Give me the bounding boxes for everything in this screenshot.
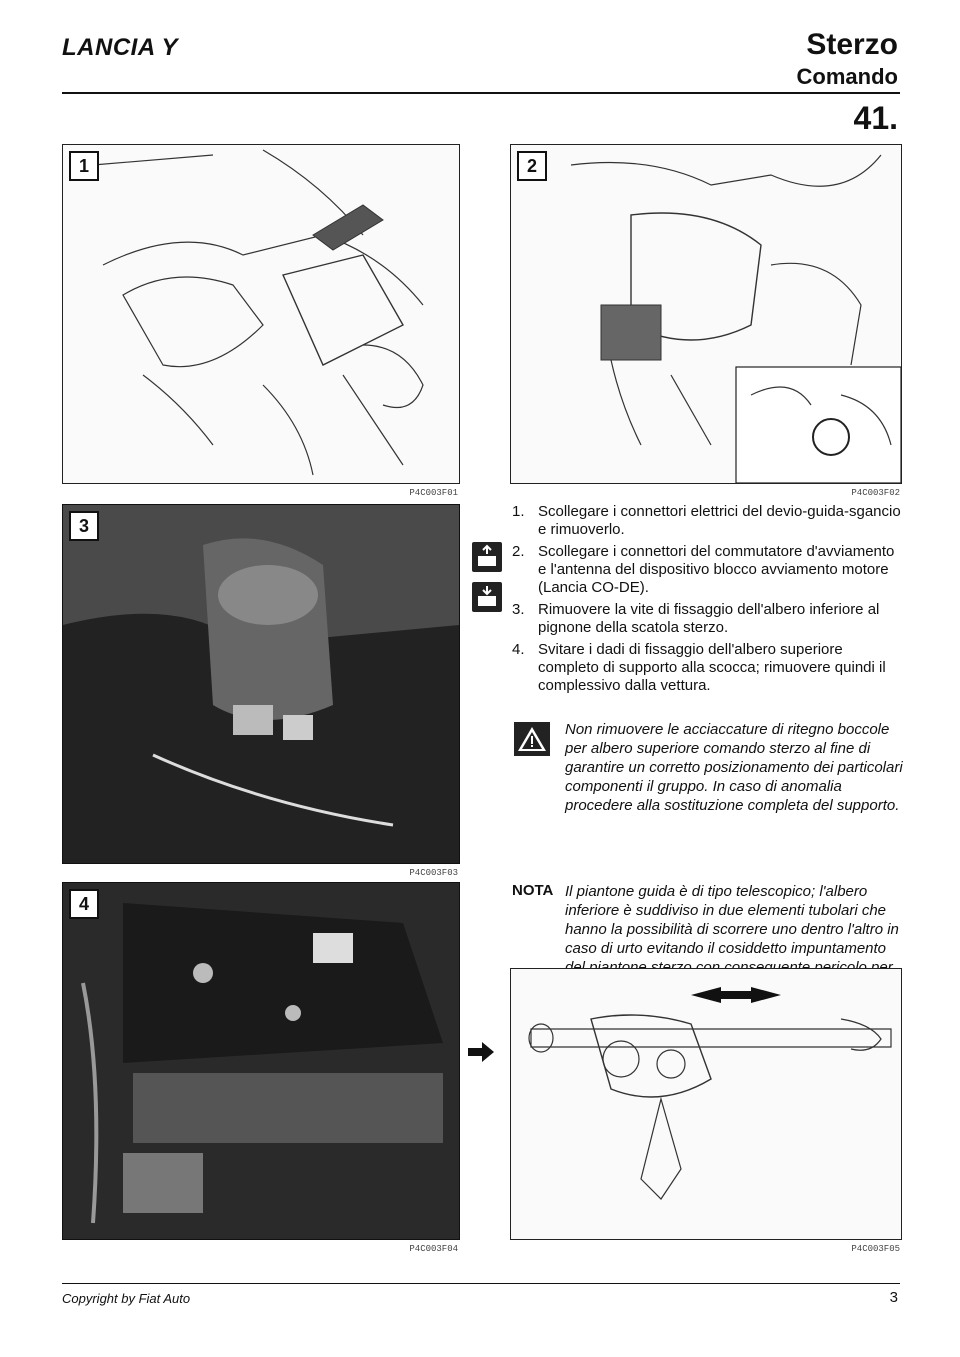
steering-column-photo (63, 505, 459, 863)
step-text: Svitare i dadi di fissaggio dell'albero superiore completo di supporto alla scocca; rimuovere quindi il complessivo dalla vettura. (538, 641, 886, 694)
figure-code: P4C003F05 (851, 1244, 900, 1254)
brand-title: LANCIA Y (62, 34, 179, 61)
step-number: 1. (512, 503, 525, 520)
nota-text: Il piantone guida è di tipo telescopico; l'albero inferiore è suddiviso in due elementi tubolari che hanno la possibilità di scorrere uno dentro l'altro in caso di urto evitando il cosiddetto impuntamento (565, 883, 899, 957)
figure-code: P4C003F01 (409, 488, 458, 498)
footer-rule (62, 1283, 900, 1284)
step-text: Scollegare i connettori elettrici del devio-guida-sgancio e rimuoverlo. (538, 503, 901, 538)
list-item (512, 503, 902, 539)
figure-number: 3 (69, 511, 99, 541)
figure-code: P4C003F04 (409, 1244, 458, 1254)
ignition-connector-drawing (511, 145, 901, 483)
figure-number: 4 (69, 889, 99, 919)
steering-column-mount-photo (63, 883, 459, 1239)
list-item (512, 543, 902, 597)
list-item (512, 601, 902, 637)
section-subtitle: Comando (796, 64, 898, 89)
figure-4 (62, 882, 460, 1240)
nota-label: NOTA (512, 882, 554, 899)
figure-number: 1 (69, 151, 99, 181)
page-code: 41. (853, 100, 898, 136)
steering-switch-removal-drawing (63, 145, 459, 483)
figure-3 (62, 504, 460, 864)
figure-number: 2 (517, 151, 547, 181)
step-text: Scollegare i connettori del commutatore d'avviamento e l'antenna del dispositivo blocco avviamento motore (Lancia CO-DE). (538, 543, 895, 596)
list-item (512, 641, 902, 695)
figure-2 (510, 144, 902, 484)
step-number: 4. (512, 641, 525, 658)
step-text: Rimuovere la vite di fissaggio dell'albero inferiore al pignone della scatola sterzo. (538, 601, 880, 636)
header-rule (62, 92, 900, 94)
disconnect-symbol-icon (472, 542, 502, 572)
figure-5 (510, 968, 902, 1240)
step-number: 3. (512, 601, 525, 618)
figure-1 (62, 144, 460, 484)
arrow-right-icon (466, 1040, 496, 1064)
reconnect-symbol-icon (472, 582, 502, 612)
figure-code: P4C003F03 (409, 868, 458, 878)
warning-triangle-icon (514, 722, 550, 756)
page-number: 3 (889, 1289, 898, 1306)
figure-code: P4C003F02 (851, 488, 900, 498)
procedure-steps (512, 503, 902, 699)
section-title: Sterzo (806, 28, 898, 61)
warning-text: Non rimuovere le acciaccature di ritegno boccole per albero superiore comando sterzo al fine di garantire un corretto posizionamento dei particolari componenti il gruppo. In caso di anomalia procedere alla sostituzione completa del supporto. (565, 721, 903, 814)
copyright-text: Copyright by Fiat Auto (62, 1291, 191, 1306)
step-number: 2. (512, 543, 525, 560)
telescopic-column-drawing (511, 969, 901, 1239)
